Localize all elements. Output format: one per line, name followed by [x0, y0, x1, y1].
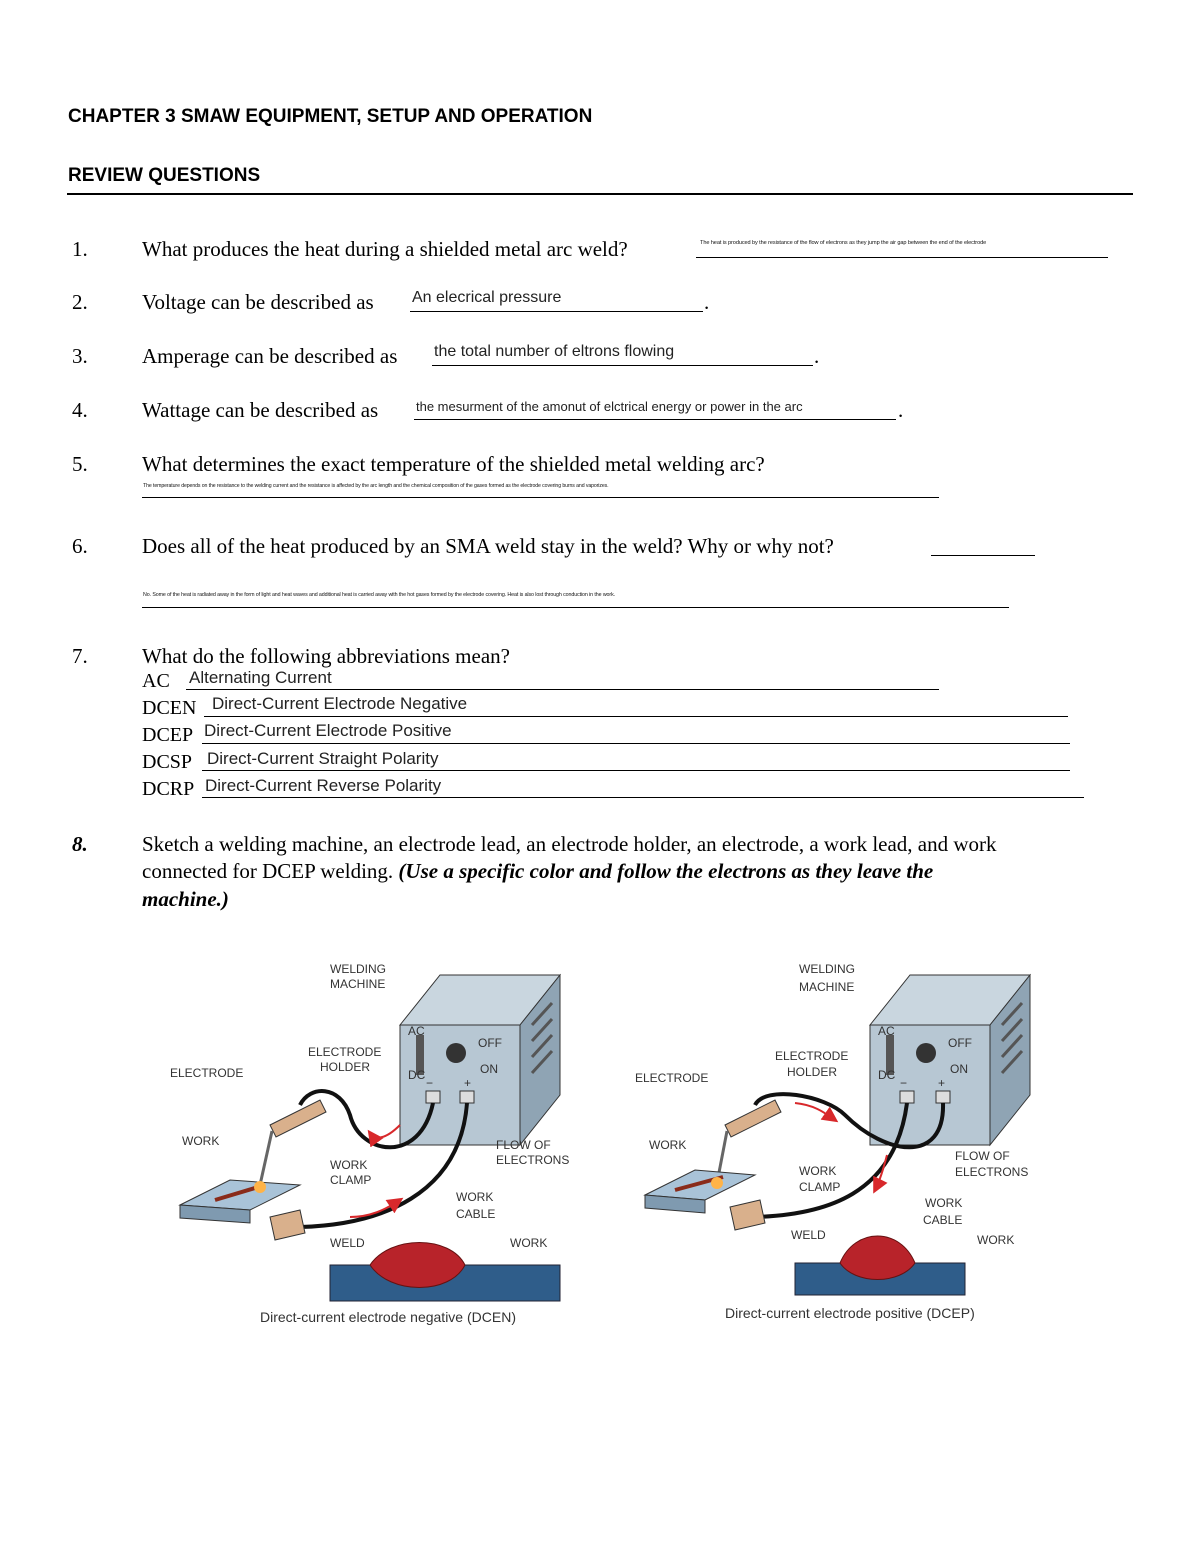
answer-text[interactable]: the total number of eltrons flowing	[434, 343, 675, 360]
work-clamp	[730, 1200, 765, 1230]
label-cable-2: CABLE	[456, 1207, 496, 1221]
label-off: OFF	[948, 1036, 972, 1050]
label-holder-2: HOLDER	[320, 1060, 371, 1074]
question-text-line1: Sketch a welding machine, an electrode lead, an electrode holder, an electrode, a work lead, and work	[142, 832, 997, 856]
label-clamp-2: CLAMP	[799, 1180, 841, 1194]
figure-caption: Direct-current electrode negative (DCEN)	[260, 1309, 516, 1325]
label-cable-1: WORK	[456, 1190, 494, 1204]
abbr-answer[interactable]: Direct-Current Electrode Positive	[204, 721, 452, 740]
chapter-title: CHAPTER 3 SMAW EQUIPMENT, SETUP AND OPERATION	[68, 106, 593, 127]
answer-line	[204, 715, 1068, 717]
answer-text[interactable]: An elecrical pressure	[412, 289, 562, 306]
question-text-plain: connected for DCEP welding.	[142, 859, 394, 883]
electrode	[260, 1131, 272, 1185]
label-work2: WORK	[977, 1233, 1015, 1247]
label-electrode: ELECTRODE	[635, 1071, 709, 1085]
question-instruction-cont: machine.)	[142, 887, 229, 911]
question-number: 8.	[72, 832, 88, 856]
question-number: 7.	[72, 644, 88, 668]
question-text: Wattage can be described as	[142, 398, 379, 422]
label-flow-1: FLOW OF	[955, 1149, 1010, 1163]
answer-line	[696, 256, 1108, 258]
figure-dcen	[160, 955, 600, 1335]
question-instruction: (Use a specific color and follow the electrons as they leave the	[398, 859, 934, 883]
label-electrode: ELECTRODE	[170, 1066, 244, 1080]
answer-line	[202, 796, 1084, 798]
label-minus: −	[426, 1076, 434, 1090]
question-number: 3.	[72, 344, 88, 368]
question-text: Voltage can be described as	[142, 290, 374, 314]
label-work2: WORK	[510, 1236, 548, 1250]
figure-dcep	[625, 955, 1065, 1335]
abbr-label: DCSP	[142, 751, 193, 773]
electron-arrow	[370, 1125, 400, 1138]
answer-line	[414, 418, 896, 420]
label-holder-2: HOLDER	[787, 1065, 838, 1079]
answer-text[interactable]: The temperature depends on the resistance to the welding current and the resistance is affected by the arc length and the chemical composition of the gases formed as the electrode covering burns and vaporizes.	[143, 483, 609, 489]
label-on: ON	[480, 1062, 498, 1076]
question-number: 2.	[72, 290, 88, 314]
work-clamp	[270, 1210, 305, 1240]
label-holder-1: ELECTRODE	[775, 1049, 849, 1063]
abbr-answer[interactable]: Direct-Current Electrode Negative	[212, 694, 468, 713]
work-plate	[180, 1180, 300, 1210]
label-minus: −	[900, 1076, 908, 1090]
weld-bead	[840, 1236, 915, 1280]
welding-machine	[400, 975, 560, 1145]
abbr-label: DCEP	[142, 724, 194, 746]
label-ac: AC	[408, 1024, 425, 1038]
question-number: 1.	[72, 237, 88, 261]
answer-suffix: .	[704, 290, 710, 314]
label-dc: DC	[878, 1068, 896, 1082]
label-flow-2: ELECTRONS	[955, 1165, 1029, 1179]
label-clamp-2: CLAMP	[330, 1173, 372, 1187]
electrode-holder	[270, 1100, 326, 1137]
abbr-answer[interactable]: Alternating Current	[189, 668, 332, 687]
question-text: Amperage can be described as	[142, 344, 398, 368]
electrode-holder	[725, 1100, 781, 1137]
question-number: 6.	[72, 534, 88, 558]
label-dc: DC	[408, 1068, 426, 1082]
question-text: What do the following abbreviations mean?	[142, 644, 510, 668]
answer-text[interactable]: The heat is produced by the resistance of the flow of electrons as they jump the air gap between the end of the electrode	[700, 240, 987, 246]
label-welding: WELDING	[330, 962, 387, 976]
question-text: What determines the exact temperature of the shielded metal welding arc?	[142, 452, 765, 476]
label-work: WORK	[649, 1138, 687, 1152]
abbr-answer[interactable]: Direct-Current Straight Polarity	[207, 749, 439, 768]
label-machine: MACHINE	[799, 980, 855, 994]
answer-line	[410, 310, 703, 312]
label-on: ON	[950, 1062, 968, 1076]
label-weld: WELD	[791, 1228, 826, 1242]
abbr-label: AC	[142, 670, 170, 692]
label-flow-1: FLOW OF	[496, 1138, 551, 1152]
label-holder-1: ELECTRODE	[308, 1045, 382, 1059]
answer-text[interactable]: No. Some of the heat is radiated away in the form of light and heat waves and additional heat is carried away with the hot gases formed by the electrode covering. Heat is also lost through conduction in the work.	[143, 592, 615, 598]
label-machine: MACHINE	[330, 977, 386, 991]
question-text: What produces the heat during a shielded metal arc weld?	[142, 237, 628, 261]
label-welding: WELDING	[799, 962, 856, 976]
label-weld: WELD	[330, 1236, 365, 1250]
welding-machine	[870, 975, 1030, 1145]
answer-line	[931, 554, 1035, 556]
question-text-line2	[142, 859, 933, 884]
label-plus: +	[464, 1076, 472, 1090]
label-clamp-1: WORK	[330, 1158, 368, 1172]
answer-line	[202, 769, 1070, 771]
answer-suffix: .	[814, 344, 820, 368]
heading-rule	[67, 193, 1133, 195]
abbr-answer[interactable]: Direct-Current Reverse Polarity	[205, 776, 442, 795]
abbr-label: DCRP	[142, 778, 195, 800]
question-number: 4.	[72, 398, 88, 422]
label-ac: AC	[878, 1024, 895, 1038]
answer-text[interactable]: the mesurment of the amonut of elctrical energy or power in the arc	[416, 399, 803, 414]
question-text: Does all of the heat produced by an SMA weld stay in the weld? Why or why not?	[142, 534, 834, 558]
label-off: OFF	[478, 1036, 502, 1050]
abbr-label: DCEN	[142, 697, 197, 719]
label-work: WORK	[182, 1134, 220, 1148]
label-flow-2: ELECTRONS	[496, 1153, 570, 1167]
question-number: 5.	[72, 452, 88, 476]
figure-caption: Direct-current electrode positive (DCEP)	[725, 1305, 975, 1321]
answer-line	[142, 496, 939, 498]
label-clamp-1: WORK	[799, 1164, 837, 1178]
answer-line	[142, 606, 1009, 608]
label-cable-2: CABLE	[923, 1213, 963, 1227]
answer-line	[186, 688, 939, 690]
answer-line	[202, 742, 1070, 744]
answer-line	[432, 364, 813, 366]
section-title: REVIEW QUESTIONS	[68, 165, 261, 186]
answer-suffix: .	[898, 398, 904, 422]
label-cable-1: WORK	[925, 1196, 963, 1210]
label-plus: +	[938, 1076, 946, 1090]
